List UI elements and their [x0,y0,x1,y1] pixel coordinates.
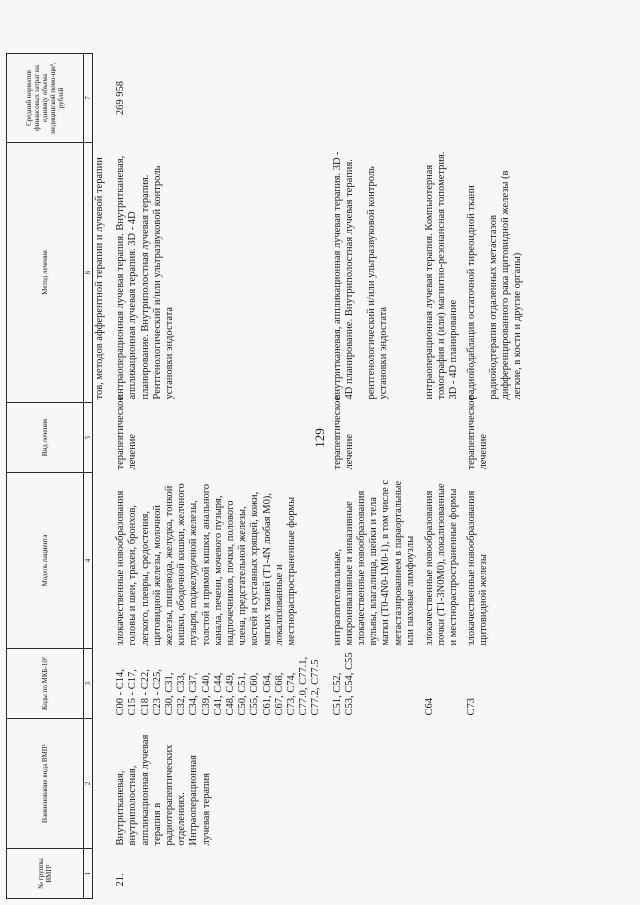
column-number: 5 [84,403,93,473]
vmp-type-cell [93,719,115,849]
header-treatment-method: Метод лечения [7,143,84,403]
patient-model-cell: злокачественные новообразования почки (T1-3N0M0), локализованные и местнораспространенные формы [424,483,460,646]
treatment-type-cell [93,403,115,473]
column-number: 6 [84,143,93,403]
treatment-method-cell: интраоперационная лучевая терапия. Компьютерная томография и (или) магнитно-резонансная топометрия. 3D - 4D планирование [424,151,460,400]
vmp-table [6,53,526,899]
column-number: 1 [84,849,93,899]
group-number-cell: 21. [115,873,127,887]
table-row [114,54,330,899]
treatment-type-cell: терапевтическое лечение [465,395,489,470]
header-icd-codes: Коды по МКБ-10² [7,649,84,719]
icd-codes-cell [93,649,115,719]
table-row [423,54,465,899]
cost-cell: 269 958 [115,80,127,116]
table-row [93,54,115,899]
icd-codes-cell: C00 - C14, C15 - C17, C18 - C22, C23 - C25, C30, C31, C32, C33, C34, C37, C39, C40, C41, C44, C48, C49, C50, C51, C55, C60, C61, C64, C67, C68, C73, C74, C77.0, C77.1, C77.2, C77.5 [115,656,322,716]
vmp-type-cell: Внутритканевая, внутриполостная, аппликационная лучевая терапия в радиотерапевтических отделениях. Интраоперационная лучевая терапия [115,734,212,846]
icd-codes-cell: C73 [465,697,477,716]
group-number-cell [423,849,465,899]
group-number-cell [465,849,526,899]
treatment-method-extra: радиойодтерапия отдаленных метастазов дифференцированного рака щитовидной железы (в легкие, в кости и другие органы) [487,170,524,400]
header-group-number: № группы ВМП¹ [7,849,84,899]
group-number-cell [331,849,423,899]
cost-cell [93,54,115,143]
treatment-type-cell: терапевтическое лечение [115,395,139,470]
column-number: 2 [84,719,93,849]
patient-model-cell: интраэпителиальные, микроинвазивные и инвазивные злокачественные новообразования вульвы, влагалища, шейки и тела матки (T0-4N0-1M0-1), в том числе с метастазированием в параортальные или паховые лимфоузлы [331,479,416,646]
treatment-method-text: радиойодаблация остаточной тиреоидной ткани [465,185,477,400]
vmp-type-cell [331,719,423,849]
treatment-type-cell [423,403,465,473]
treatment-type-cell: терапевтическое лечение [331,395,355,470]
treatment-method-extra: рентгенологический и/или ультразвуковой контроль установки эндостата [366,166,390,400]
treatment-method-cell [331,143,423,403]
column-number: 3 [84,649,93,719]
column-number: 4 [84,473,93,649]
cost-cell [465,54,526,143]
patient-model-cell: злокачественные новообразования головы и шеи, трахеи, бронхов, легкого, плевры, средостения, щитовидной железы, молочной железы, пищевода, желудка, тонкой кишки, ободочной кишки, желчного пузыря, поджелудочной железы, толстой и прямой кишки, анального канала, печени, мочевого пузыря, надпочечников, почки, полового члена, предстательной железы, костей и суставных хрящей, кожи, мягких тканей (T1-4N любая M0), локализованные и местнораспространенные формы [115,483,298,646]
vmp-type-cell [465,719,526,849]
icd-codes-cell: C51, C52, C53, C54, C55 [331,652,355,716]
patient-model-cell [93,473,115,649]
table-row [465,54,526,899]
treatment-method-text: внутритканевая, аппликационная лучевая терапия. 3D - 4D планирование. Внутриполостная лучевая терапия. [331,151,355,400]
header-vmp-type: Наименование вида ВМП¹ [7,719,84,849]
icd-codes-cell: C64 [424,697,436,716]
treatment-method-cell: тов, методов афферентной терапии и лучевой терапии [94,157,105,400]
table-header [7,54,93,899]
column-number: 7 [84,54,93,143]
cost-cell [331,54,423,143]
header-cost-norm: Средний норматив финансовых затрат на единицу объема медицинской помо-щи³, рублей [7,54,84,143]
header-patient-model: Модель пациента [7,473,84,649]
header-treatment-type: Вид лечения [7,403,84,473]
table-row [331,54,423,899]
cost-cell [423,54,465,143]
patient-model-cell: злокачественные новообразования щитовидной железы [465,490,489,646]
vmp-type-cell [423,719,465,849]
page-number: 129 [312,428,327,448]
treatment-method-cell [465,143,526,403]
treatment-method-cell: интраоперационная лучевая терапия. Внутритканевая, аппликационная лучевая терапия. 3D - 4D планирование. Внутриполостная лучевая терапия. Рентгенологический и/или ультразвуковой контроль установки эндостата [115,155,176,400]
group-number-cell [93,849,115,899]
